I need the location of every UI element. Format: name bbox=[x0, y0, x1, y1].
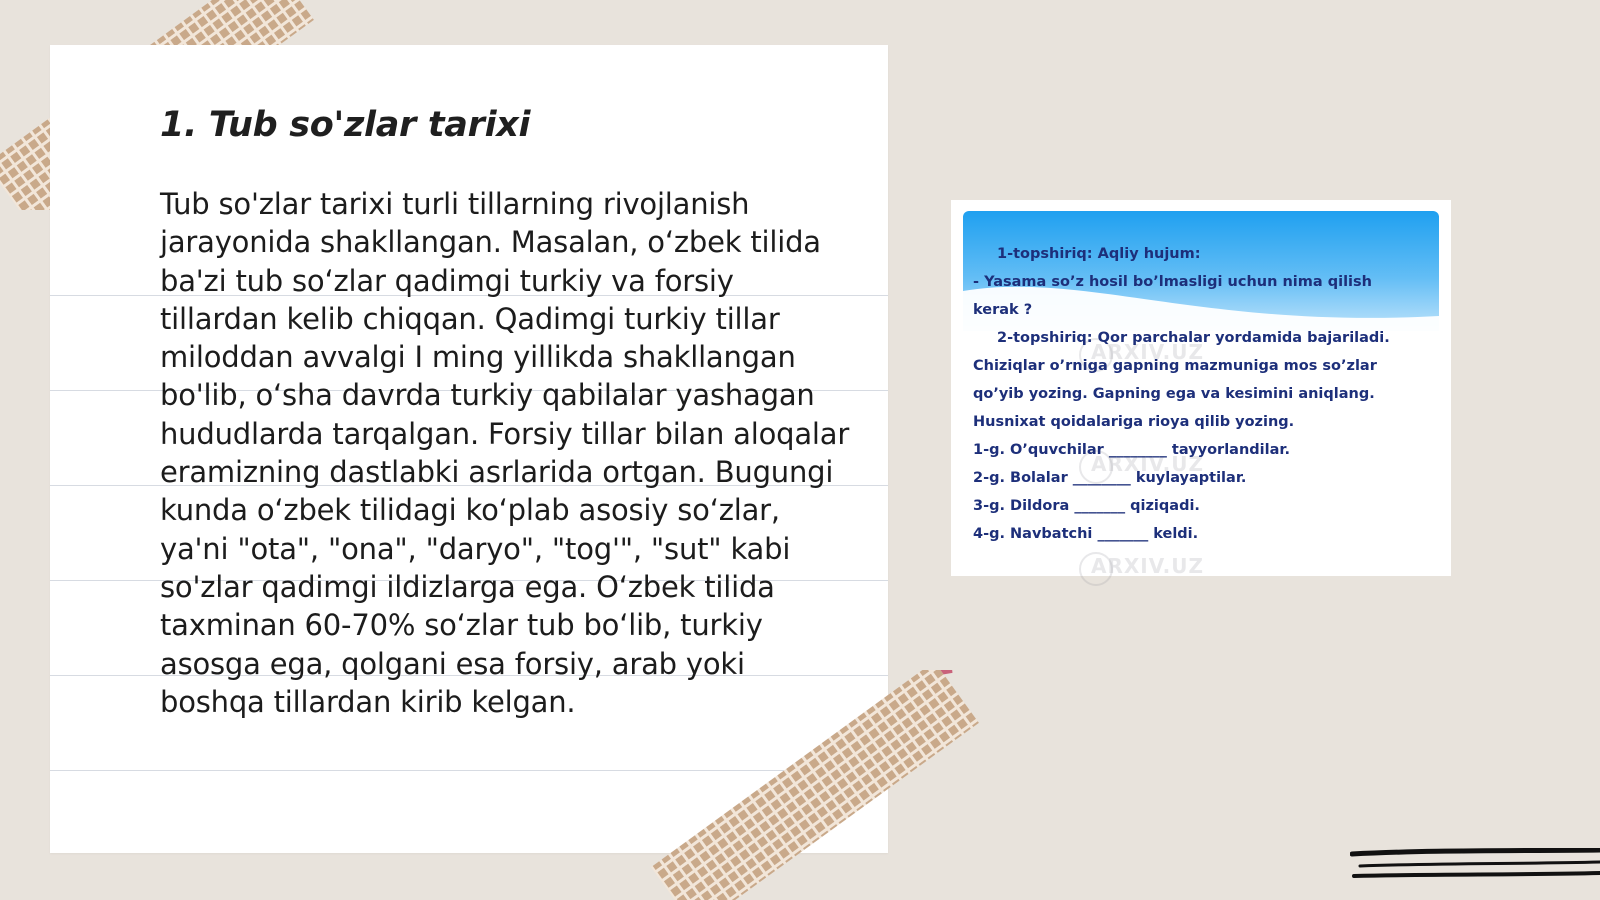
worksheet-line: - Yasama so’z hosil bo’lmasligi uchun nima qilish bbox=[973, 274, 1372, 290]
section-heading: 1. Tub so'zlar tarixi bbox=[160, 105, 531, 145]
worksheet-line: kerak ? bbox=[973, 302, 1033, 318]
worksheet-line: 3-g. Dildora _______ qiziqadi. bbox=[973, 498, 1200, 514]
watermark-text: ARXIV.UZ bbox=[1091, 340, 1204, 364]
worksheet-line: qo’yib yozing. Gapning ega va kesimini aniqlang. bbox=[973, 386, 1375, 402]
worksheet-line: 2-g. Bolalar ________ kuylayaptilar. bbox=[973, 470, 1247, 486]
worksheet-line: 4-g. Navbatchi _______ keldi. bbox=[973, 526, 1199, 542]
worksheet-line: Chiziqlar o’rniga gapning mazmuniga mos so’zlar bbox=[973, 358, 1377, 374]
worksheet-line: 2-topshiriq: Qor parchalar yordamida bajariladi. bbox=[997, 330, 1390, 346]
watermark-text: ARXIV.UZ bbox=[1091, 452, 1204, 476]
body-paragraph: Tub so'zlar tarixi turli tillarning rivojlanish jarayonida shakllangan. Masalan, o‘zbek tilida ba'zi tub so‘zlar qadimgi turkiy va forsiy tillardan kelib chiqqan. Qadimgi turkiy tillar miloddan avvalgi I ming yillikda shakllangan bo'lib, o‘sha davrda turkiy qabilalar yashagan hududlarda tarqalgan. Forsiy tillar bilan aloqalar eramizning dastlabki asrlarida ortgan. Bugungi kunda o‘zbek tilidagi ko‘plab asosiy so‘zlar, ya'ni "ota", "ona", "daryo", "tog'", "sut" kabi so'zlar qadimgi ildizlarga ega. O‘zbek tilida taxminan 60-70% so‘zlar tub bo‘lib, turkiy asosga ega, qolgani esa forsiy, arab yoki boshqa tillardan kirib kelgan. bbox=[160, 187, 850, 719]
worksheet-line: Husnixat qoidalariga rioya qilib yozing. bbox=[973, 414, 1295, 430]
washi-tape-bottom bbox=[630, 670, 1010, 900]
worksheet-image bbox=[951, 200, 1451, 576]
worksheet-line: 1-topshiriq: Aqliy hujum: bbox=[997, 246, 1201, 262]
worksheet-line: 1-g. O’quvchilar ________ tayyorlandilar. bbox=[973, 442, 1290, 458]
decorative-brush-lines bbox=[1350, 848, 1600, 898]
worksheet-text bbox=[973, 240, 1441, 548]
watermark-text: ARXIV.UZ bbox=[1091, 554, 1204, 578]
